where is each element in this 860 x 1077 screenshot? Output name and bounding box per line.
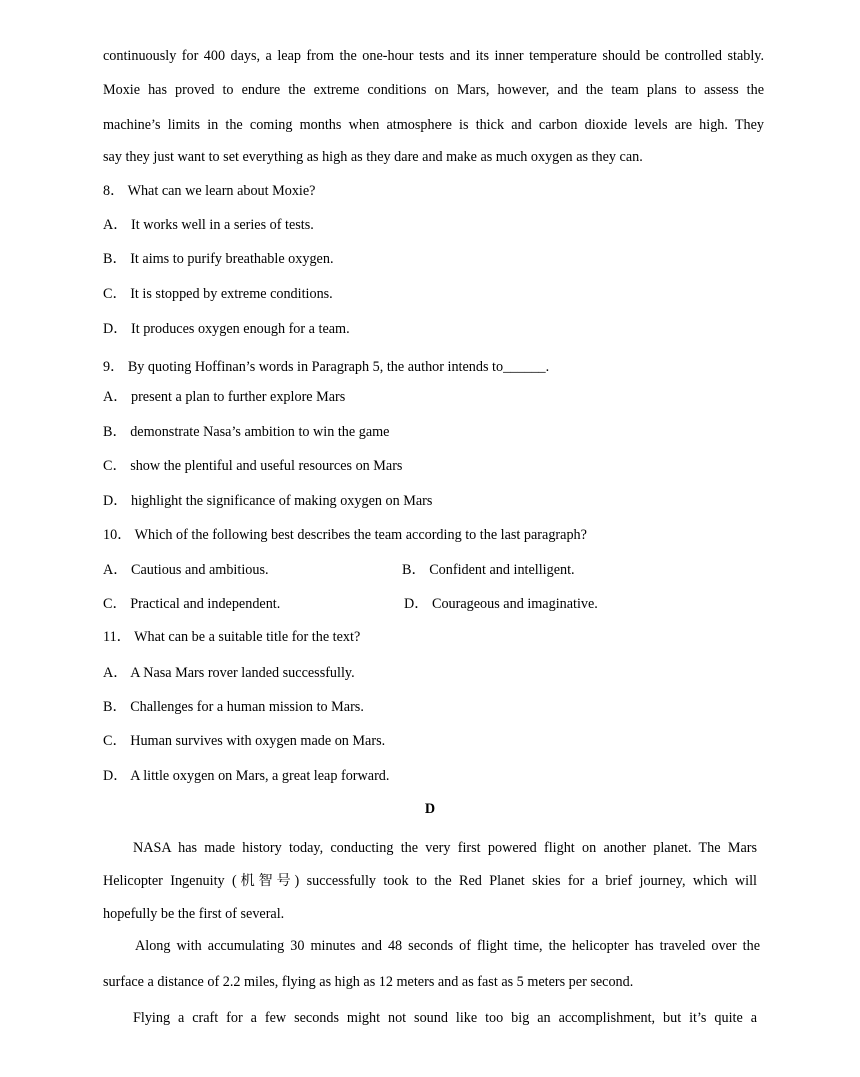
question-10-option-a: A． Cautious and ambitious. bbox=[103, 562, 269, 578]
question-9-option-d: D． highlight the significance of making oxygen on Mars bbox=[103, 493, 433, 509]
paragraph-line: NASA has made history today, conducting the very first powered flight on another planet. The Mars bbox=[133, 840, 757, 856]
question-9-option-a: A． present a plan to further explore Mars bbox=[103, 389, 346, 405]
question-11-option-c: C． Human survives with oxygen made on Mars. bbox=[103, 733, 386, 749]
question-10-stem: 10． Which of the following best describes the team according to the last paragraph? bbox=[103, 527, 587, 543]
question-9-stem: 9． By quoting Hoffinan’s words in Paragraph 5, the author intends to______. bbox=[103, 359, 550, 375]
question-8-stem: 8． What can we learn about Moxie? bbox=[103, 183, 316, 199]
section-heading: D bbox=[424, 801, 436, 817]
paragraph-line: Flying a craft for a few seconds might not sound like too big an accomplishment, but it’s quite a bbox=[133, 1010, 757, 1026]
passage-line: say they just want to set everything as high as they dare and make as much oxygen as they can. bbox=[103, 149, 643, 165]
question-8-option-a: A． It works well in a series of tests. bbox=[103, 217, 314, 233]
question-9-option-c: C． show the plentiful and useful resources on Mars bbox=[103, 458, 403, 474]
paragraph-line: Helicopter Ingenuity (机智号) successfully took to the Red Planet skies for a brief journey, which will bbox=[103, 873, 757, 889]
question-8-option-d: D． It produces oxygen enough for a team. bbox=[103, 321, 350, 337]
question-10-option-b: B． Confident and intelligent. bbox=[402, 562, 575, 578]
question-8-option-b: B． It aims to purify breathable oxygen. bbox=[103, 251, 334, 267]
question-11-option-a: A． A Nasa Mars rover landed successfully. bbox=[103, 665, 355, 681]
question-10-option-c: C． Practical and independent. bbox=[103, 596, 281, 612]
paragraph-line: surface a distance of 2.2 miles, flying as high as 12 meters and as fast as 5 meters per second. bbox=[103, 974, 634, 990]
paragraph-line: Along with accumulating 30 minutes and 48 seconds of flight time, the helicopter has traveled over the bbox=[135, 938, 760, 954]
question-11-stem: 11． What can be a suitable title for the text? bbox=[103, 629, 361, 645]
question-11-option-b: B． Challenges for a human mission to Mars. bbox=[103, 699, 364, 715]
passage-line: continuously for 400 days, a leap from the one-hour tests and its inner temperature should be controlled stably. bbox=[103, 48, 764, 64]
question-8-option-c: C． It is stopped by extreme conditions. bbox=[103, 286, 333, 302]
question-10-option-d: D． Courageous and imaginative. bbox=[404, 596, 598, 612]
question-11-option-d: D． A little oxygen on Mars, a great leap forward. bbox=[103, 768, 390, 784]
passage-line: machine’s limits in the coming months when atmosphere is thick and carbon dioxide levels are high. They bbox=[103, 117, 764, 133]
passage-line: Moxie has proved to endure the extreme conditions on Mars, however, and the team plans to assess the bbox=[103, 82, 764, 98]
paragraph-line: hopefully be the first of several. bbox=[103, 906, 285, 922]
question-9-option-b: B． demonstrate Nasa’s ambition to win the game bbox=[103, 424, 390, 440]
